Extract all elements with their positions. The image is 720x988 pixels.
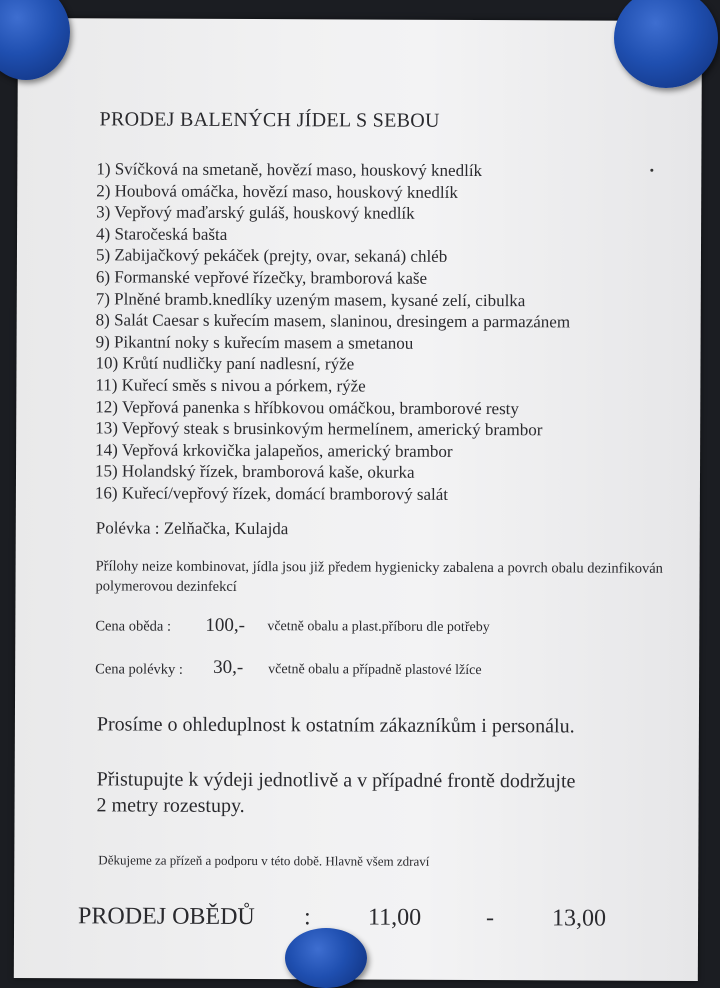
meal-item: 10) Krůtí nudličky paní nadlesní, rýže <box>95 353 355 374</box>
lunch-price-label: Cena oběda : <box>95 618 172 635</box>
meal-item: 9) Pikantní noky s kuřecím masem a smetanou <box>95 332 414 353</box>
meal-item: 1) Svíčková na smetaně, hovězí maso, houskový knedlík <box>96 159 483 181</box>
distance-line-1: Přistupujte k výdeji jednotlivě a v případné frontě dodržujte <box>96 768 576 793</box>
sale-hours-from: 11,00 <box>368 904 422 931</box>
meal-item: 8) Salát Caesar s kuřecím masem, slaninou, dresingem a parmazánem <box>95 310 571 332</box>
lunch-price-note: včetně obalu a plast.příboru dle potřeby <box>267 619 490 636</box>
meal-item: 15) Holandský řízek, bramborová kaše, okurka <box>94 461 415 483</box>
soup-price-note: včetně obalu a případně plastové lžíce <box>268 662 482 679</box>
ink-dot <box>650 169 653 172</box>
meal-item: 7) Plněné bramb.knedlíky uzeným masem, kysané zelí, cibulka <box>95 288 526 310</box>
meal-item: 2) Houbová omáčka, hovězí maso, houskový knedlík <box>96 180 458 202</box>
meal-item: 5) Zabijačkový pekáček (prejty, ovar, sekaná) chléb <box>95 245 448 267</box>
packaging-note: Přílohy neize kombinovat, jídla jsou již předem hygienicky zabalena a povrch obalu dezinfikován polymerovou dezinfekcí <box>95 558 663 595</box>
meal-item: 16) Kuřecí/vepřový řízek, domácí bramborový salát <box>94 483 449 504</box>
soup-price-value: 30,- <box>213 656 244 678</box>
soup-price-label: Cena polévky : <box>95 661 183 678</box>
sale-hours-colon: : <box>304 904 311 931</box>
menu-title: PRODEJ BALENÝCH JÍDEL S SEBOU <box>99 108 440 132</box>
meal-item: 13) Vepřový steak s brusinkovým hermelínem, americký brambor <box>95 418 543 440</box>
thanks-line: Děkujeme za přízeň a podporu v této době. Hlavně všem zdraví <box>98 852 430 869</box>
sale-hours-label: PRODEJ OBĚDŮ <box>78 903 255 931</box>
lunch-price-value: 100,- <box>205 614 245 636</box>
meal-list <box>95 158 571 506</box>
meal-item: 11) Kuřecí směs s nivou a pórkem, rýže <box>95 375 366 396</box>
meal-item: 4) Staročeská bašta <box>96 224 228 244</box>
courtesy-request: Prosíme o ohleduplnost k ostatním zákazníkům i personálu. <box>96 713 575 738</box>
magnet-bottom <box>285 928 367 988</box>
distance-line-2: 2 metry rozestupy. <box>96 794 245 817</box>
soup-line: Polévka : Zelňačka, Kulajda <box>95 518 289 539</box>
meal-item: 6) Formanské vepřové řízečky, bramborová kaše <box>95 267 428 288</box>
menu-sheet <box>14 18 702 981</box>
sale-hours-dash: - <box>486 905 495 932</box>
meal-item: 14) Vepřová krkovička jalapeňos, americký brambor <box>95 440 453 461</box>
meal-item: 12) Vepřová panenka s hříbkovou omáčkou, bramborové resty <box>95 396 519 418</box>
sale-hours-to: 13,00 <box>552 905 607 932</box>
meal-item: 3) Vepřový maďarský guláš, houskový knedlík <box>96 202 415 223</box>
